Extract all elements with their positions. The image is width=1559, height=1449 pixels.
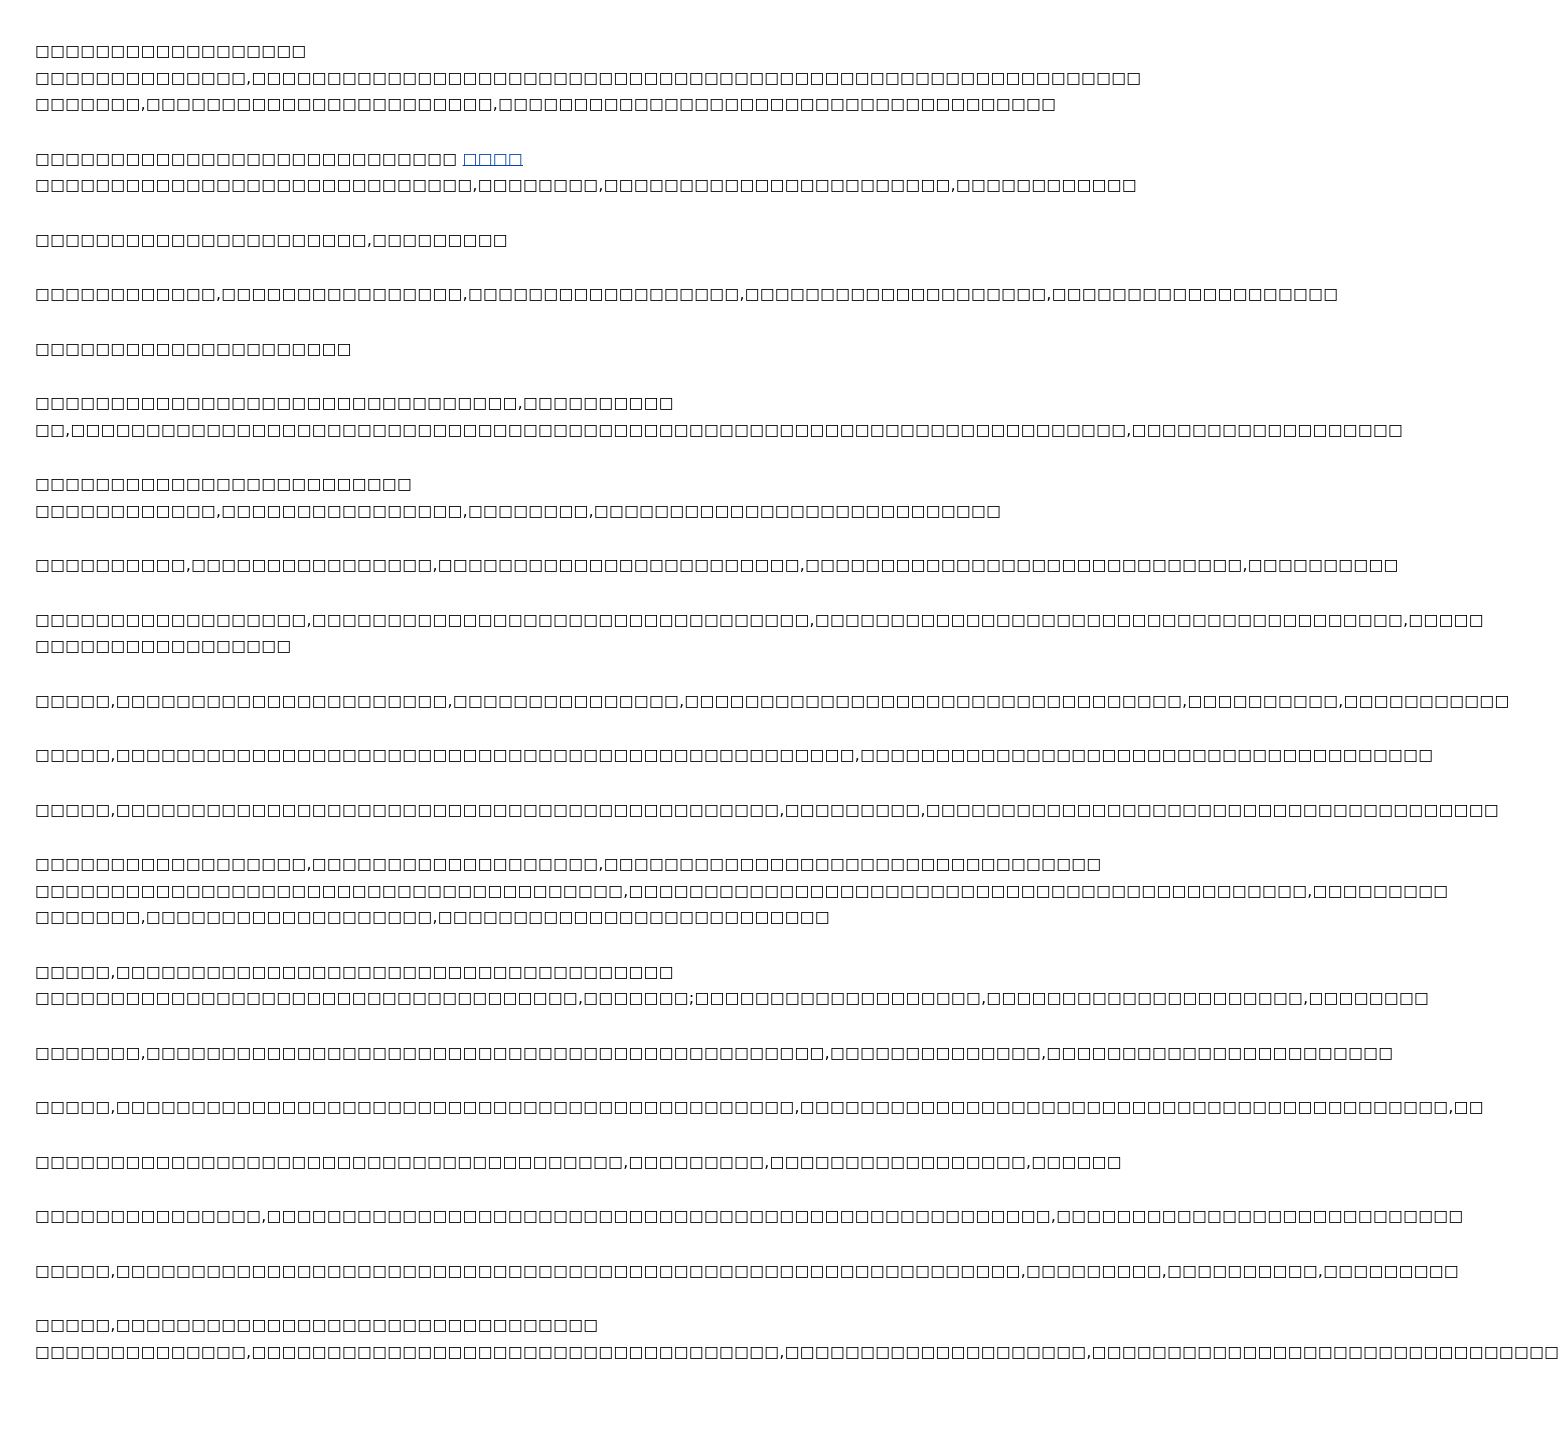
line-text: □□□□□□□□□□,□□□□□□□□□□□□□□□□,□□□□□□□□□□□□□□□□□□□□□□□□,□□□□□□□□□□□□□□□□□□□□□□□□□□□□□,□□□□□□□□□□ xyxy=(35,556,1399,574)
paragraph xyxy=(35,38,1142,118)
text-line xyxy=(35,1094,1484,1121)
line-text: □□□□□□□□□□□□□□□□□□□□□□,□□□□□□□□□ xyxy=(35,230,508,249)
line-text: □□□□□,□□□□□□□□□□□□□□□□□□□□□□□□□□□□□□□□□□□□□□□□□□□□,□□□□□□□□□,□□□□□□□□□□□□□□□□□□□□□□□□□□□□□□□□□□□□□□ xyxy=(35,800,1499,819)
text-line xyxy=(35,633,990,660)
line-text: □□□□□□□□□□□□,□□□□□□□□□□□□□□□□,□□□□□□□□□□□□□□□□□□,□□□□□□□□□□□□□□□□□□□□,□□□□□□□□□□□□□□□□□□□ xyxy=(35,285,1339,303)
text-line xyxy=(35,471,990,498)
paragraph xyxy=(35,1312,1559,1365)
paragraph xyxy=(35,146,1137,199)
line-text: □□□□□□□□□□□□□□,□□□□□□□□□□□□□□□□□□□□□□□□□□□□□□□□□□□,□□□□□□□□□□□□□□□□□□□□,□□□□□□□□□□□□□□□□□□□□□□□□□□□□□□□ xyxy=(35,1342,1559,1361)
paragraph xyxy=(35,390,1404,443)
paragraph xyxy=(35,1203,1464,1230)
paragraph xyxy=(35,607,1484,660)
line-text: □□□□□□□□□□□□□□,□□□□□□□□□□□□□□□□□□□□□□□□□□□□□□□□□□□□□□□□□□□□□□□□□□□□□□□□□□□ xyxy=(35,68,1142,87)
text-line xyxy=(35,91,1057,118)
text-line xyxy=(35,607,1484,634)
text-line xyxy=(35,65,1142,92)
text-line xyxy=(35,688,1510,715)
text-line xyxy=(35,851,1102,878)
line-text: □□□□□□□□□□□□□□□□□□□□□□□□□□□□□,□□□□□□□□,□□□□□□□□□□□□□□□□□□□□□□□,□□□□□□□□□□□□ xyxy=(35,176,1137,194)
line-text: □□□□□□□,□□□□□□□□□□□□□□□□□□□□□□□,□□□□□□□□□□□□□□□□□□□□□□□□□□□□□□□□□□□□□ xyxy=(35,95,1057,113)
paragraph xyxy=(35,281,1339,308)
line-text: □□,□□□□□□□□□□□□□□□□□□□□□□□□□□□□□□□□□□□□□□□□□□□□□□□□□□□□□□□□□□□□□□□□□□□□□□,□□□□□□□□□□□□□□□□□□ xyxy=(35,420,1404,439)
text-line xyxy=(35,38,990,65)
line-text: □□□□□,□□□□□□□□□□□□□□□□□□□□□□□□□□□□□□□□ xyxy=(35,1316,599,1334)
text-line xyxy=(35,1339,1559,1366)
paragraph xyxy=(35,471,1002,524)
line-text: □□□□□□□□□□□□□□□□□□□□□□□□□□□□□□□□□□□□□□□,□□□□□□□□□□□□□□□□□□□□□□□□□□□□□□□□□□□□□□□□□□□□□,□□□□□□□□□ xyxy=(35,881,1449,900)
text-line xyxy=(35,172,1137,199)
text-line xyxy=(35,146,990,173)
text-line xyxy=(35,390,990,417)
paragraph xyxy=(35,552,1399,579)
text-line xyxy=(35,878,1449,905)
paragraph xyxy=(35,227,990,254)
text-line xyxy=(35,1040,1394,1067)
line-text: □□□□□□□□□□□□□□□,□□□□□□□□□□□□□□□□□□□□□□□□□□□□□□□□□□□□□□□□□□□□□□□□□□□□,□□□□□□□□□□□□□□□□□□□□□□□□□□□ xyxy=(35,1207,1464,1225)
paragraph xyxy=(35,1094,1484,1121)
paragraph xyxy=(35,336,990,363)
line-text: □□□□□□□□□□□□□□□□□□□□□ xyxy=(35,339,352,358)
text-line xyxy=(35,227,990,254)
text-line xyxy=(35,742,1434,769)
line-text: □□□□□□□□□□□□□□□□□□□□□□□□□□□□□□□□□□□□□□□,□□□□□□□□□,□□□□□□□□□□□□□□□□□,□□□□□□ xyxy=(35,1152,1122,1171)
text-line xyxy=(35,797,1499,824)
paragraph xyxy=(35,1040,1394,1067)
line-text: □□□□□,□□□□□□□□□□□□□□□□□□□□□□,□□□□□□□□□□□□□□□,□□□□□□□□□□□□□□□□□□□□□□□□□□□□□□□□□,□□□□□□□□□□,□□□□□□□□□□□ xyxy=(35,691,1510,710)
text-line xyxy=(35,552,1399,579)
text-line xyxy=(35,1258,1459,1285)
document-body xyxy=(35,38,1559,1393)
line-text: □□□□□,□□□□□□□□□□□□□□□□□□□□□□□□□□□□□□□□□□□□□□□□□□□□□□□□□,□□□□□□□□□□□□□□□□□□□□□□□□□□□□□□□□□□□□□□ xyxy=(35,746,1434,764)
text-line xyxy=(35,281,1339,308)
line-text: □□□□□□□□□□□□□□□□□□ xyxy=(35,42,307,60)
paragraph xyxy=(35,851,1449,931)
line-text: □□□□□□□□□□□□□□□□□□,□□□□□□□□□□□□□□□□□□□□□□□□□□□□□□□□□,□□□□□□□□□□□□□□□□□□□□□□□□□□□□□□□□□□□□□□□,□□□□□ xyxy=(35,610,1484,629)
line-text: □□□□□,□□□□□□□□□□□□□□□□□□□□□□□□□□□□□□□□□□□□□ xyxy=(35,962,674,981)
paragraph xyxy=(35,959,1430,1012)
line-text: □□□□□□□□□□□□□□□□□□□□□□□□□□□□□□□□□□□□,□□□□□□□;□□□□□□□□□□□□□□□□□□□,□□□□□□□□□□□□□□□□□□□□□,□□□□□□□□ xyxy=(35,989,1430,1007)
line-text: □□□□□□□□□□□□□□□□□□,□□□□□□□□□□□□□□□□□□□,□□□□□□□□□□□□□□□□□□□□□□□□□□□□□□□□□ xyxy=(35,855,1102,873)
text-line xyxy=(35,1203,1464,1230)
text-line xyxy=(35,336,990,363)
line-text: □□□□□,□□□□□□□□□□□□□□□□□□□□□□□□□□□□□□□□□□□□□□□□□□□□□□□□□□□□□□□□□□□□,□□□□□□□□□,□□□□□□□□□□,□□□□□□□□□ xyxy=(35,1261,1459,1280)
line-text: □□□□□□□,□□□□□□□□□□□□□□□□□□□,□□□□□□□□□□□□□□□□□□□□□□□□□□ xyxy=(35,908,830,926)
line-text: □□□□□□□□□□□□□□□□□ xyxy=(35,637,292,655)
paragraph xyxy=(35,1149,1122,1176)
line-text: □□□□□,□□□□□□□□□□□□□□□□□□□□□□□□□□□□□□□□□□□□□□□□□□□□□,□□□□□□□□□□□□□□□□□□□□□□□□□□□□□□□□□□□□□□□□□□□,□□ xyxy=(35,1098,1484,1116)
line-text: □□□□□□□,□□□□□□□□□□□□□□□□□□□□□□□□□□□□□□□□□□□□□□□□□□□□□,□□□□□□□□□□□□□□,□□□□□□□□□□□□□□□□□□□□□□□ xyxy=(35,1043,1394,1062)
paragraph xyxy=(35,688,1510,715)
paragraph xyxy=(35,742,1434,769)
paragraph xyxy=(35,797,1499,824)
line-text: □□□□□□□□□□□□□□□□□□□□□□□□□ xyxy=(35,475,413,493)
inline-link[interactable]: □□□□ xyxy=(462,149,523,168)
text-line xyxy=(35,1312,990,1339)
line-text: □□□□□□□□□□□□□□□□□□□□□□□□□□□□ xyxy=(35,149,458,168)
text-line xyxy=(35,417,1404,444)
text-line xyxy=(35,959,990,986)
text-line xyxy=(35,498,1002,525)
text-line xyxy=(35,1149,1122,1176)
text-line xyxy=(35,904,990,931)
text-line xyxy=(35,985,1430,1012)
line-text: □□□□□□□□□□□□,□□□□□□□□□□□□□□□□,□□□□□□□□,□□□□□□□□□□□□□□□□□□□□□□□□□□□ xyxy=(35,501,1002,520)
paragraph xyxy=(35,1258,1459,1285)
line-text: □□□□□□□□□□□□□□□□□□□□□□□□□□□□□□□□,□□□□□□□□□□ xyxy=(35,394,674,412)
